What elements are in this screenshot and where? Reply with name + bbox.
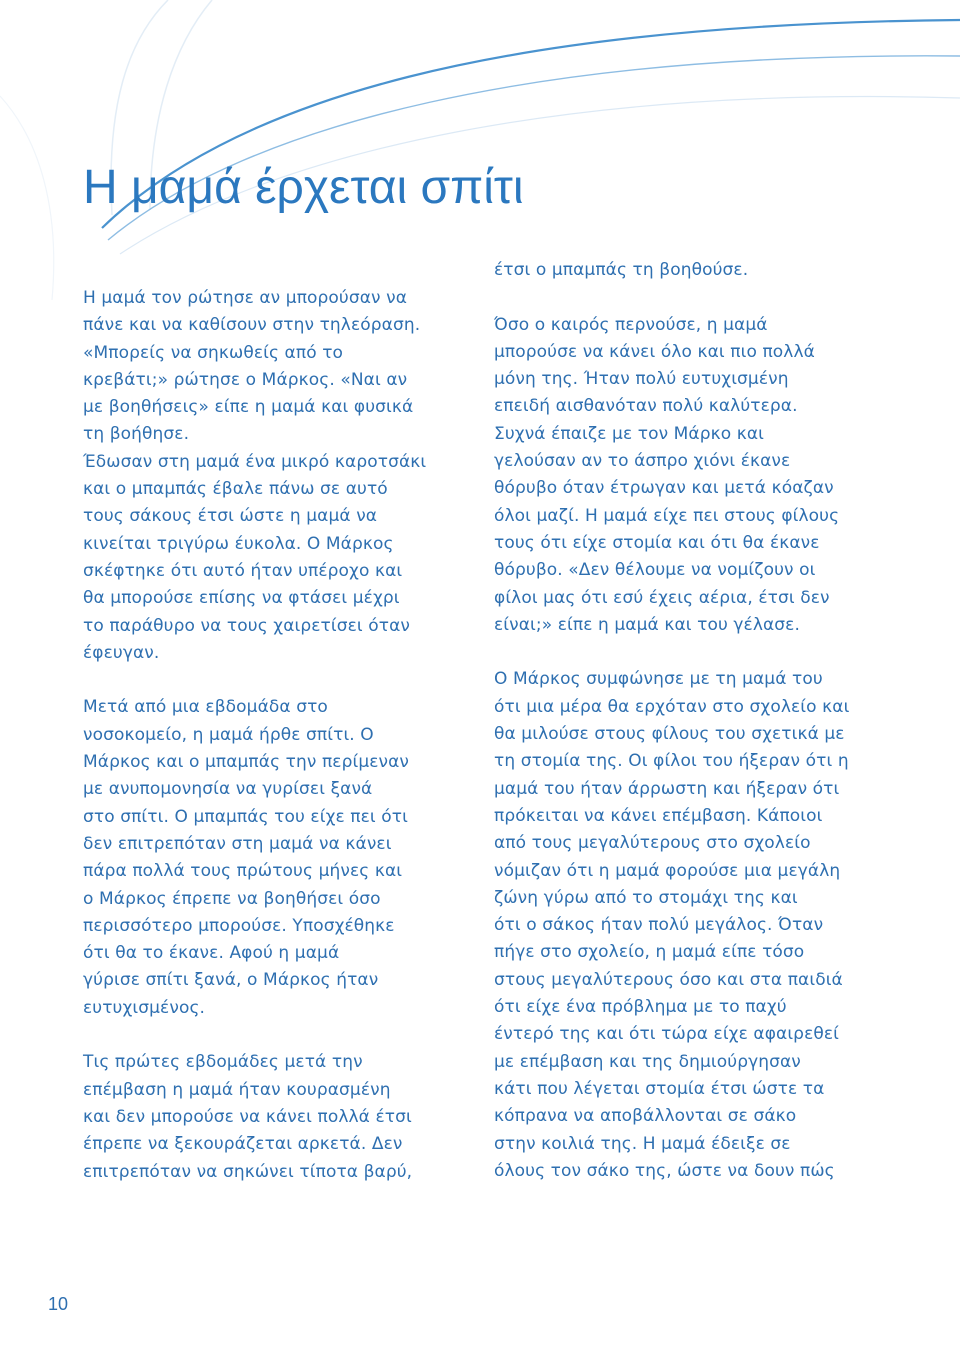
page-number: 10 [48, 1294, 69, 1314]
text-line: ότι θα το έκανε. Αφού η μαμά [83, 943, 340, 964]
text-line: με ανυπομονησία να γυρίσει ξανά [83, 779, 373, 800]
paragraph-spacer [83, 667, 483, 694]
text-line: γύρισε σπίτι ξανά, ο Μάρκος ήταν [83, 970, 379, 991]
text-line: τη στομία της. Οι φίλοι του ήξεραν ότι η [494, 751, 849, 772]
text-line: στους μεγαλύτερους όσο και στα παιδιά [494, 969, 843, 990]
text-line: Ο Μάρκος συμφώνησε με τη μαμά του [494, 669, 823, 690]
text-line: τη βοήθησε. [83, 424, 190, 445]
paragraph [83, 285, 483, 667]
text-line: νόμιζαν ότι η μαμά φορούσε μια μεγάλη [494, 860, 841, 881]
text-line: ο Μάρκος έπρεπε να βοηθήσει όσο [83, 888, 381, 909]
text-line: μόνη της. Ήταν πολύ ευτυχισμένη [494, 369, 789, 390]
text-line: θόρυβο όταν έτρωγαν και μετά κόαζαν [494, 478, 834, 499]
text-line: κάτι που λέγεται στομία έτσι ώστε τα [494, 1078, 825, 1099]
paragraph-spacer [83, 1022, 483, 1049]
text-line: τους σάκους έτσι ώστε η μαμά να [83, 506, 378, 527]
text-line: Συχνά έπαιζε με τον Μάρκο και [494, 423, 765, 444]
text-line: ότι ο σάκος ήταν πολύ μεγάλος. Όταν [494, 915, 824, 936]
text-line: Μετά από μια εβδομάδα στο [83, 697, 328, 718]
text-line: πάνε και να καθίσουν στην τηλεόραση. [83, 315, 421, 336]
left-column [83, 285, 483, 1186]
text-line: κρεβάτι;» ρώτησε ο Μάρκος. «Ναι αν [83, 369, 408, 390]
right-column [494, 257, 894, 1185]
text-line: πάρα πολλά τους πρώτους μήνες και [83, 861, 403, 882]
text-line: τους ότι είχε στομία και ότι θα έκανε [494, 532, 820, 553]
paragraph [494, 312, 894, 640]
text-line: πήγε στο σχολείο, η μαμά είπε τόσο [494, 942, 805, 963]
text-line: θα μπορούσε επίσης να φτάσει μέχρι [83, 588, 400, 609]
text-line: όλοι μαζί. Η μαμά είχε πει στους φίλους [494, 505, 840, 526]
text-line: ευτυχισμένος. [83, 997, 206, 1018]
text-line: έφευγαν. [83, 642, 160, 663]
text-line: κινείται τριγύρω έυκολα. Ο Μάρκος [83, 533, 394, 554]
text-line: έπρεπε να ξεκουράζεται αρκετά. Δεν [83, 1134, 403, 1155]
text-line: με βοηθήσεις» είπε η μαμά και φυσικά [83, 397, 414, 418]
paragraph-spacer [494, 639, 894, 666]
text-line: «Μπορείς να σηκωθείς από το [83, 342, 344, 363]
text-line: Όσο ο καιρός περνούσε, η μαμά [494, 314, 768, 335]
text-line: στο σπίτι. Ο μπαμπάς του είχε πει ότι [83, 806, 408, 827]
text-line: Έδωσαν στη μαμά ένα μικρό καροτσάκι [83, 451, 427, 472]
text-line: κόπρανα να αποβάλλονται σε σάκο [494, 1106, 797, 1127]
text-line: στην κοιλιά της. Η μαμά έδειξε σε [494, 1133, 791, 1154]
text-line: επέμβαση η μαμά ήταν κουρασμένη [83, 1079, 391, 1100]
text-line: επιτρεπόταν να σηκώνει τίποτα βαρύ, [83, 1161, 413, 1182]
text-line: σκέφτηκε ότι αυτό ήταν υπέροχο και [83, 560, 403, 581]
text-line: είναι;» είπε η μαμά και του γέλασε. [494, 614, 800, 635]
text-line: φίλοι μας ότι εσύ έχεις αέρια, έτσι δεν [494, 587, 830, 608]
paragraph [494, 666, 894, 1185]
paragraph [83, 694, 483, 1022]
text-line: πρόκειται να κάνει επέμβαση. Κάποιοι [494, 805, 823, 826]
text-line: ότι είχε ένα πρόβλημα με το παχύ [494, 997, 787, 1018]
paragraph-spacer [494, 284, 894, 311]
text-line: θα μιλούσε στους φίλους του σχετικά με [494, 724, 845, 745]
text-line: το παράθυρο να τους χαιρετίσει όταν [83, 615, 410, 636]
text-line: όλους τον σάκο της, ώστε να δουν πώς [494, 1160, 835, 1181]
text-line: με επέμβαση και της δημιούργησαν [494, 1051, 801, 1072]
text-line: θόρυβο. «Δεν θέλουμε να νομίζουν οι [494, 560, 816, 581]
text-line: νοσοκομείο, η μαμά ήρθε σπίτι. Ο [83, 724, 374, 745]
paragraph [83, 1049, 483, 1185]
text-line: μαμά του ήταν άρρωστη και ήξεραν ότι [494, 778, 840, 799]
text-line: μπορούσε να κάνει όλο και πιο πολλά [494, 341, 815, 362]
text-line: δεν επιτρεπόταν στη μαμά να κάνει [83, 833, 392, 854]
text-line: περισσότερο μπορούσε. Υποσχέθηκε [83, 915, 395, 936]
text-line: έτσι ο μπαμπάς τη βοηθούσε. [494, 260, 749, 280]
text-line: Μάρκος και ο μπαμπάς την περίμεναν [83, 752, 410, 773]
text-line: Τις πρώτες εβδομάδες μετά την [83, 1052, 363, 1073]
text-line: και ο μπαμπάς έβαλε πάνω σε αυτό [83, 479, 388, 500]
paragraph [494, 257, 894, 284]
page-title: Η μαμά έρχεται σπίτι [83, 161, 524, 214]
text-line: και δεν μπορούσε να κάνει πολλά έτσι [83, 1106, 412, 1127]
text-line: ότι μια μέρα θα ερχόταν στο σχολείο και [494, 696, 850, 717]
text-line: ζώνη γύρω από το στομάχι της και [494, 887, 798, 908]
text-line: γελούσαν αν το άσπρο χιόνι έκανε [494, 451, 791, 472]
text-line: επειδή αισθανόταν πολύ καλύτερα. [494, 396, 798, 417]
text-line: έντερό της και ότι τώρα είχε αφαιρεθεί [494, 1024, 839, 1045]
text-line: Η μαμά τον ρώτησε αν μπορούσαν να [83, 288, 408, 308]
text-line: από τους μεγαλύτερους στο σχολείο [494, 833, 811, 854]
